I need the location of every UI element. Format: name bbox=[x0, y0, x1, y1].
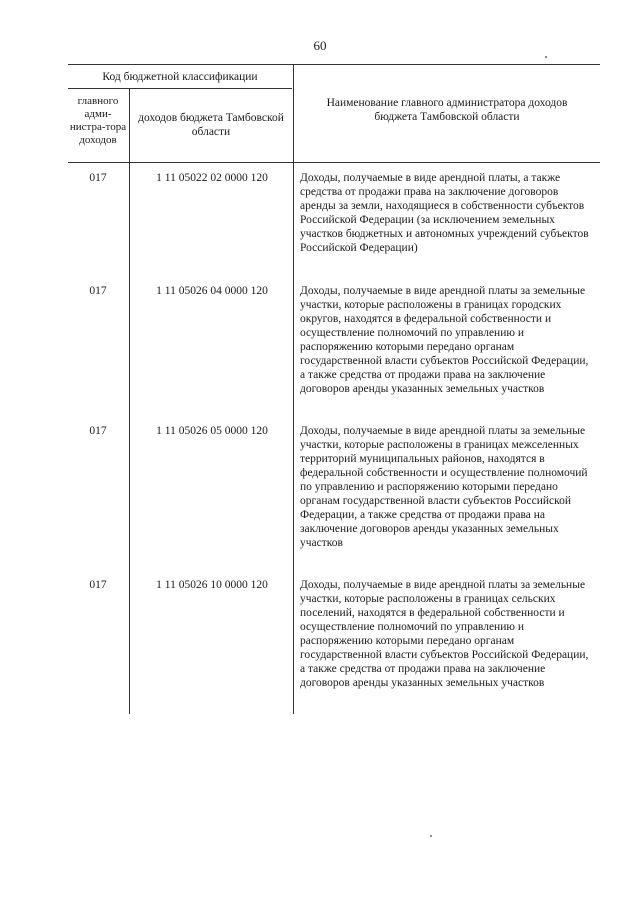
admin-code: 017 bbox=[89, 172, 107, 184]
header-group-divider bbox=[68, 88, 292, 89]
header-bottom-border bbox=[68, 162, 600, 163]
header-budget-code-group: Код бюджетной классификации bbox=[102, 71, 258, 83]
admin-code: 017 bbox=[89, 425, 107, 437]
revenue-description: Доходы, получаемые в виде арендной платы, а также средства от продажи права на заключение договоров аренды за земли, находящиеся в собственности субъектов Российской Федерации (за исключением земельных участков бюджетных и автономных учреждений субъектов Российской Федерации) bbox=[300, 172, 589, 254]
revenue-code: 1 11 05022 02 0000 120 bbox=[156, 172, 268, 184]
header-admin-code: главного адми-нистра-тора доходов bbox=[69, 95, 127, 146]
header-administrator-name: Наименование главного администратора доходов бюджета Тамбовской области bbox=[326, 97, 568, 123]
revenue-description: Доходы, получаемые в виде арендной платы за земельные участки, которые расположены в границах сельских поселений, находятся в федеральной собственности и осуществление полномочий по управлению и распоряжению которыми передано органам государственной власти субъектов Российской Федерации, а также средства от продажи права на заключение договоров аренды указанных земельных участков bbox=[300, 579, 589, 689]
revenue-code: 1 11 05026 04 0000 120 bbox=[156, 285, 268, 297]
column-divider-2 bbox=[293, 64, 294, 714]
revenue-code: 1 11 05026 05 0000 120 bbox=[156, 425, 268, 437]
scan-speck bbox=[545, 56, 547, 58]
revenue-description: Доходы, получаемые в виде арендной платы за земельные участки, которые расположены в границах городских округов, находятся в федеральной собственности и осуществление полномочий по управлению и распоряжению которыми передано органам государственной власти субъектов Российской Федерации, а также средства от продажи права на заключение договоров аренды указанных земельных участков bbox=[300, 285, 589, 395]
revenue-classification-table bbox=[68, 64, 600, 714]
column-divider-1 bbox=[129, 88, 130, 714]
header-revenue-code: доходов бюджета Тамбовской области bbox=[138, 112, 284, 138]
revenue-description: Доходы, получаемые в виде арендной платы за земельные участки, которые расположены в границах межселенных территорий муниципальных районов, находятся в федеральной собственности и осуществление полномочий по управлению и распоряжению которыми передано органам государственной власти субъектов Российской Федерации, а также средства от продажи права на заключение договоров аренды указанных земельных участков bbox=[300, 425, 588, 549]
admin-code: 017 bbox=[89, 285, 107, 297]
scan-speck bbox=[430, 835, 432, 837]
admin-code: 017 bbox=[89, 579, 107, 591]
page-number: 60 bbox=[313, 38, 327, 53]
table-top-border bbox=[68, 64, 600, 65]
revenue-code: 1 11 05026 10 0000 120 bbox=[156, 579, 268, 591]
